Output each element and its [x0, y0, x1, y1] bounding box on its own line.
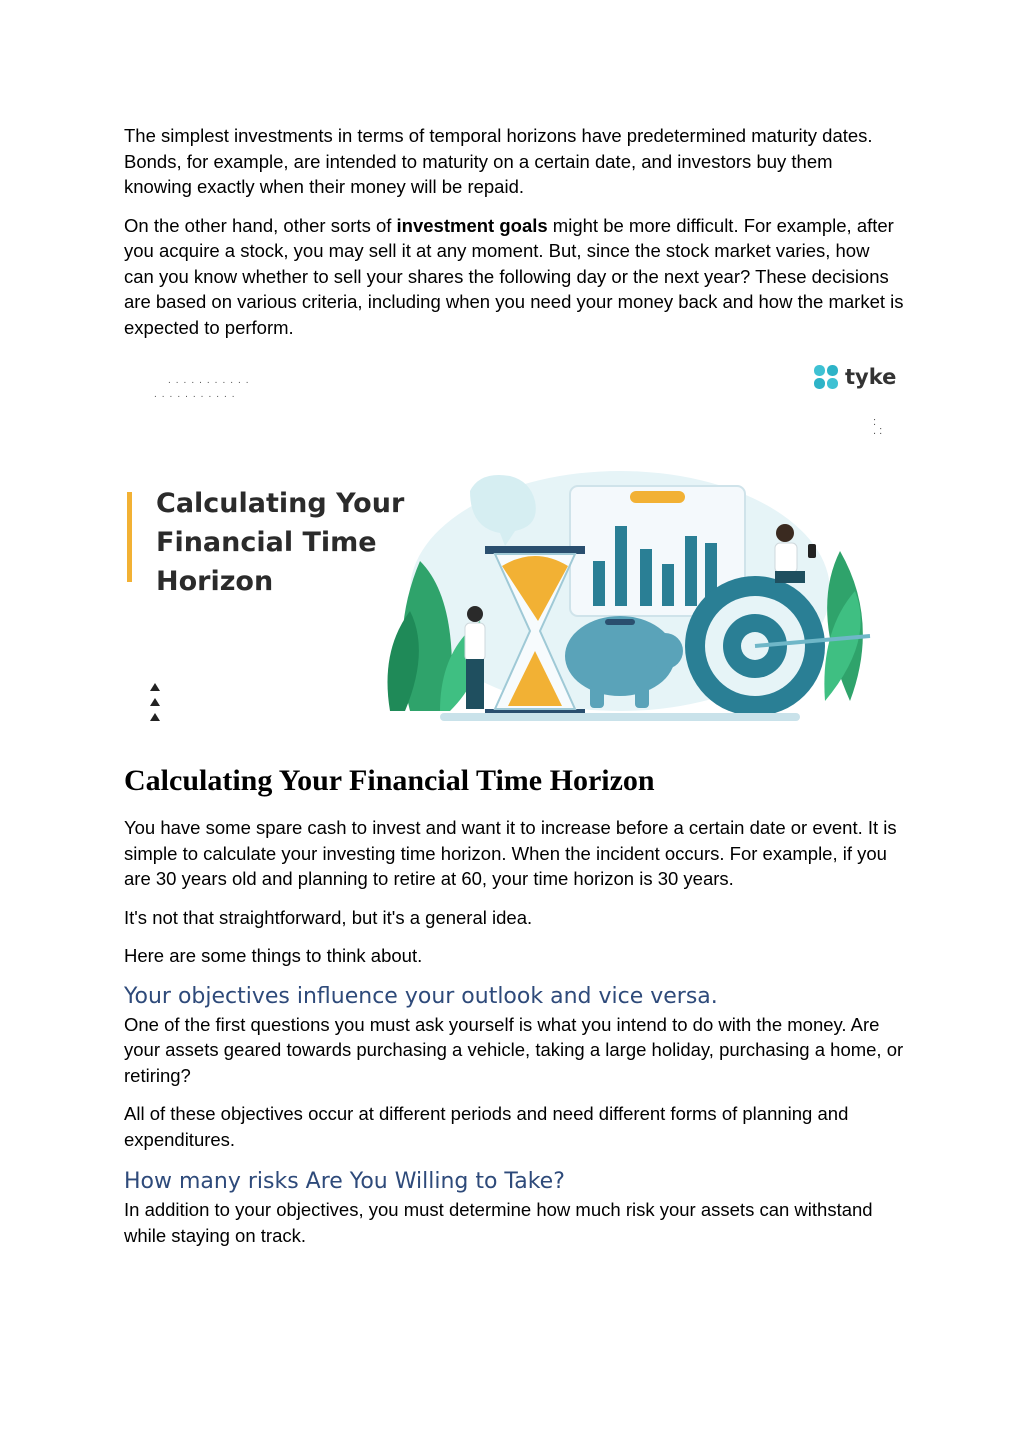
- banner-title: [156, 484, 404, 601]
- ground: [440, 713, 800, 721]
- section2-paragraph-2: All of these objectives occur at different periods and need different forms of planning and expenditures.: [124, 1103, 849, 1150]
- intro-p2-text-end: might be more difficult. For example, after you acquire a stock, you may sell it at any moment. But, since the stock market varies, how can you know whether to sell your shares the following day or the next year? These decisions are based on various criteria, including when you need your money back and how the market is expected to perform.: [124, 214, 904, 338]
- section1-paragraph-2: It's not that straightforward, but it's a general idea.: [124, 906, 533, 928]
- intro-paragraph-1: The simplest investments in terms of temporal horizons have predetermined maturity dates. Bonds, for example, are intended to maturity on a certain date, and investors buy them knowing exactly when their money will be repaid.: [124, 125, 873, 197]
- intro-p2-text-start: On the other hand, other sorts of: [124, 214, 397, 236]
- section1-paragraph-1: You have some spare cash to invest and want it to increase before a certain date or event. It is simple to calculate your investing time horizon. When the incident occurs. For example, if you are 30 years old and planning to retire at 60, your time horizon is 30 years.: [124, 817, 897, 889]
- intro-paragraph-2: [124, 213, 904, 341]
- decor-dots-top: ...........: [168, 375, 254, 386]
- finance-illustration: [380, 451, 890, 721]
- triangle-arrows-icon: [148, 681, 162, 723]
- tyke-logo-icon: [813, 364, 839, 390]
- body-sections: [124, 815, 904, 1248]
- chart-board-tag: [630, 491, 685, 503]
- intro-section: [124, 123, 904, 340]
- tyke-logo: [813, 364, 896, 390]
- section-heading-risks: How many risks Are You Willing to Take?: [124, 1169, 565, 1194]
- title-accent-bar: [127, 492, 132, 582]
- banner-title-line-3: Horizon: [156, 566, 274, 597]
- decor-dots-bottom: ...........: [154, 389, 240, 400]
- section2-paragraph-1: One of the first questions you must ask yourself is what you intend to do with the money. Are your assets geared towards purchasing a vehicle, taking a large holiday, purchasing a home, or retiring?: [124, 1013, 904, 1086]
- banner-title-line-1: Calculating Your: [156, 488, 405, 519]
- section1-paragraph-3: Here are some things to think about.: [124, 945, 423, 966]
- tyke-logo-text: tyke: [845, 365, 897, 389]
- section-heading-objectives: Your objectives influence your outlook and vice versa.: [124, 983, 718, 1009]
- decor-dots-right: : . :: [873, 416, 883, 437]
- section3-paragraph-1: In addition to your objectives, you must determine how much risk your assets can withstand while staying on track.: [124, 1199, 873, 1246]
- banner-title-line-2: Financial Time: [156, 527, 377, 558]
- investment-goals-bold: investment goals: [396, 214, 548, 236]
- banner-image: [120, 356, 910, 731]
- section-heading-time-horizon: Calculating Your Financial Time Horizon: [124, 764, 655, 797]
